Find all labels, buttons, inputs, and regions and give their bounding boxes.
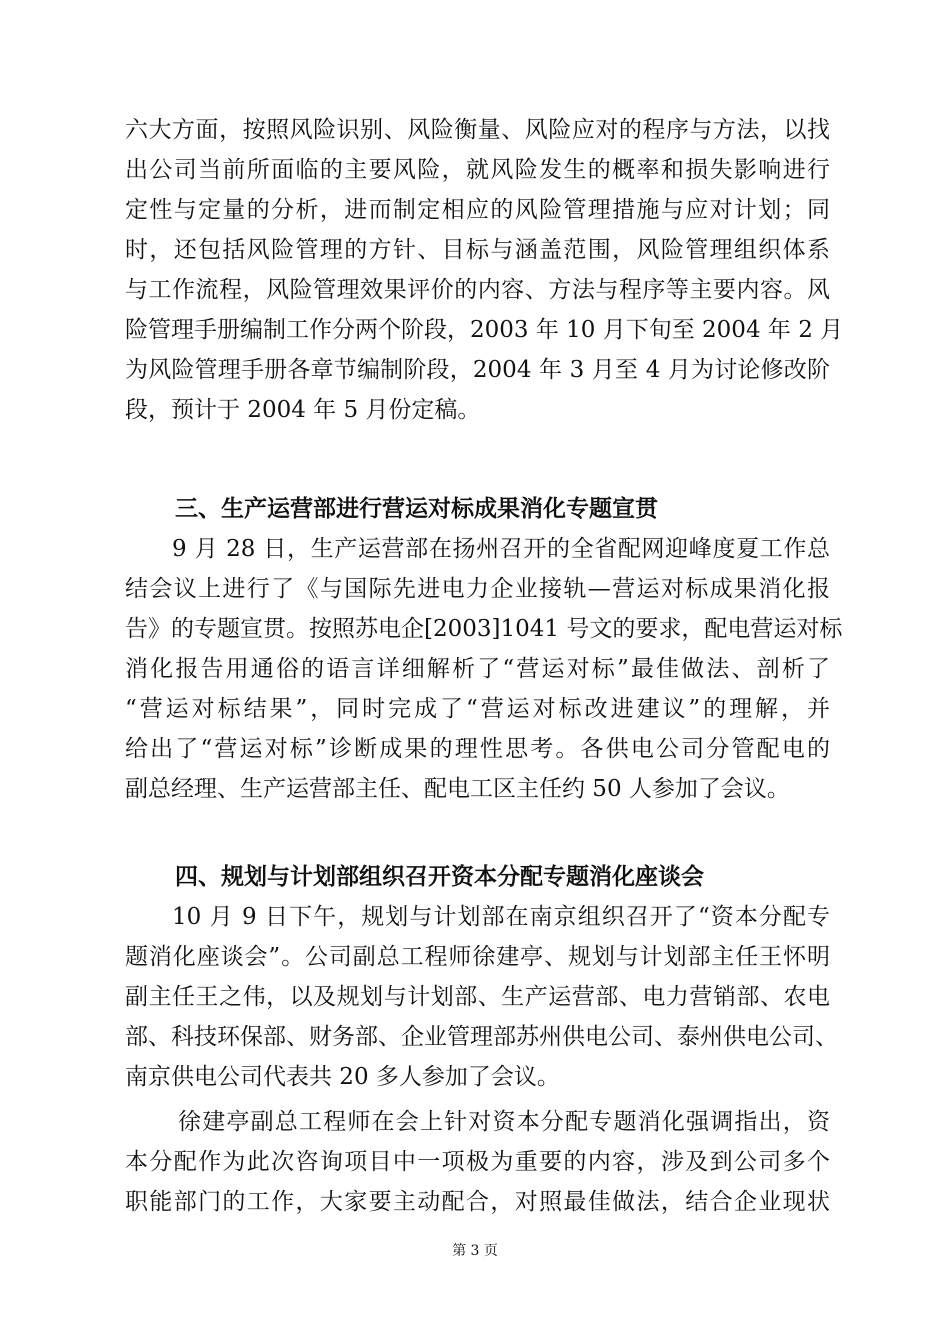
section-heading: 三、生产运营部进行营运对标成果消化专题宣贯 (175, 495, 658, 522)
page-number: 第 3 页 (452, 1243, 498, 1259)
paragraph-line: 题消化座谈会”。公司副总工程师徐建亭、规划与计划部主任王怀明 (125, 944, 830, 970)
paragraph-line: 时，还包括风险管理的方针、目标与涵盖范围，风险管理组织体系 (125, 237, 830, 263)
section-heading: 四、规划与计划部组织召开资本分配专题消化座谈会 (175, 863, 704, 890)
paragraph-line: 职能部门的工作，大家要主动配合，对照最佳做法，结合企业现状 (125, 1189, 830, 1215)
paragraph-line: 出公司当前所面临的主要风险，就风险发生的概率和损失影响进行 (125, 157, 830, 183)
paragraph-line: 本分配作为此次咨询项目中一项极为重要的内容，涉及到公司多个 (125, 1149, 830, 1175)
paragraph-line: 与工作流程，风险管理效果评价的内容、方法与程序等主要内容。风 (125, 277, 830, 303)
paragraph-line: 消化报告用通俗的语言详细解析了“营运对标”最佳做法、剖析了 (125, 656, 830, 682)
paragraph-line: 副总经理、生产运营部主任、配电工区主任约 50 人参加了会议。 (125, 776, 790, 802)
paragraph-line: 副主任王之伟，以及规划与计划部、生产运营部、电力营销部、农电 (125, 984, 830, 1010)
paragraph-line: 部、科技环保部、财务部、企业管理部苏州供电公司、泰州供电公司、 (125, 1024, 838, 1050)
paragraph-line: 定性与定量的分析，进而制定相应的风险管理措施与应对计划；同 (125, 197, 830, 223)
paragraph-line: 段，预计于 2004 年 5 月份定稿。 (125, 397, 481, 423)
paragraph-line: 告》的专题宣贯。按照苏电企[2003]1041 号文的要求，配电营运对标 (125, 616, 843, 642)
paragraph-line: 南京供电公司代表共 20 多人参加了会议。 (125, 1064, 560, 1090)
paragraph-line: 给出了“营运对标”诊断成果的理性思考。各供电公司分管配电的 (125, 736, 830, 762)
paragraph-line: 险管理手册编制工作分两个阶段，2003 年 10 月下旬至 2004 年 2 月 (125, 317, 844, 343)
paragraph-line: “营运对标结果”，同时完成了“营运对标改进建议”的理解，并 (125, 696, 830, 722)
paragraph-line: 六大方面，按照风险识别、风险衡量、风险应对的程序与方法，以找 (125, 117, 830, 143)
paragraph-line: 结会议上进行了《与国际先进电力企业接轨—营运对标成果消化报 (125, 576, 830, 602)
paragraph-line: 徐建亭副总工程师在会上针对资本分配专题消化强调指出，资 (178, 1109, 830, 1135)
paragraph-line: 9 月 28 日，生产运营部在扬州召开的全省配网迎峰度夏工作总 (172, 536, 830, 562)
paragraph-line: 10 月 9 日下午，规划与计划部在南京组织召开了“资本分配专 (172, 904, 830, 930)
paragraph-line: 为风险管理手册各章节编制阶段，2004 年 3 月至 4 月为讨论修改阶 (125, 357, 830, 383)
